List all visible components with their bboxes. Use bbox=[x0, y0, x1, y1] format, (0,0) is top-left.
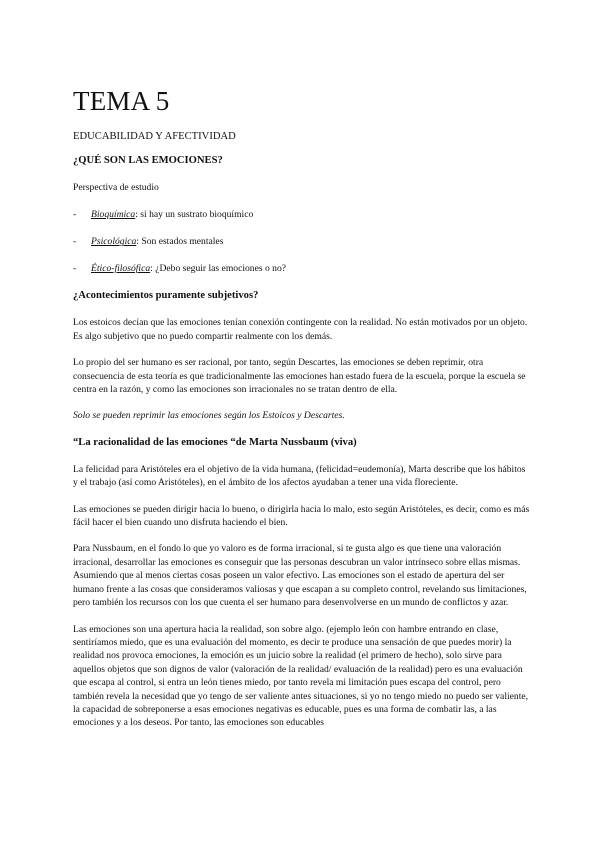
term-bioquimica: Bioquímica bbox=[91, 209, 136, 221]
term-etico-filosofica: Ético-filosófica bbox=[91, 263, 151, 275]
page-title: TEMA 5 bbox=[73, 86, 170, 116]
term-psicologica: Psicológica bbox=[91, 236, 137, 248]
perspective-intro: Perspectiva de estudio bbox=[73, 182, 159, 193]
document-page bbox=[73, 86, 530, 743]
list-item bbox=[73, 262, 530, 275]
list-item bbox=[73, 208, 530, 221]
paragraph-dirigir-emociones: Las emociones se pueden dirigir hacia lo bueno, o dirigirla hacia lo malo, esto según Aristóteles, es decir, como es más fácil hacer el bien cuando uno disfruta haciendo el bien. bbox=[73, 503, 530, 529]
heading-que-son-emociones: ¿QUÉ SON LAS EMOCIONES? bbox=[73, 155, 223, 166]
term-description: : Son estados mentales bbox=[136, 236, 224, 248]
heading-acontecimientos: ¿Acontecimientos puramente subjetivos? bbox=[73, 290, 259, 302]
perspective-list bbox=[73, 208, 530, 275]
heading-nussbaum: “La racionalidad de las emociones “de Marta Nussbaum (viva) bbox=[73, 436, 357, 448]
paragraph-descartes: Lo propio del ser humano es ser racional, por tanto, según Descartes, las emociones se deben reprimir, otra consecuencia de esta teoría es que tradicionalmente las emociones han estado fuera de la escuela, porque la escuela se centra en la razón, y como las emociones son irracionales no se tratan dentro de ella. bbox=[73, 357, 526, 396]
paragraph-nussbaum: Para Nussbaum, en el fondo lo que yo valoro es de forma irracional, si te gusta algo es que tiene una valoración irracional, desarrollar las emociones es conseguir que las personas descubran un valor intrínseco sobre ellas mismas. Asumiendo que al menos ciertas cosas poseen un valor efectivo. Las emociones son el estado de apertura del ser humano frente a las cosas que consideramos valiosas y que escapan a su completo control, revelando sus limitaciones, pero también los recursos con los que cuenta el ser humano para desenvolverse en un mundo de conflictos y azar. bbox=[73, 543, 527, 609]
dash-bullet: - bbox=[73, 209, 77, 221]
paragraph-aristoteles: La felicidad para Aristóteles era el objetivo de la vida humana, (felicidad=eudemonía), Marta describe que los hábitos y el trabajo (así como Aristóteles), en el ámbito de los afectos ayudaban a tener una vida floreciente. bbox=[73, 463, 526, 489]
term-description: : si hay un sustrato bioquímico bbox=[135, 209, 254, 221]
paragraph-apertura-realidad: Las emociones son una apertura hacia la realidad, son sobre algo. (ejemplo león con hambre entrando en clase, sentiríamos miedo, que es una evaluación del momento, es decir te produce una sensación de que puedes morir) la realidad nos provoca emociones, la emoción es un juicio sobre la realidad (el primero de hecho), solo sirve para aquellos objetos que son dignos de valor (valoración de la realidad/ evaluación de la realidad) pero es una evaluación que escapa al control, si entra un león tienes miedo, por tanto revela mi limitación pues escapa del control, pero también revela la necesidad que yo tengo de ser valiente antes situaciones, si yo no tengo miedo no puedo ser valiente, la capacidad de sobreponerse a esas emociones negativas es educable, pues es una forma de combatir las, a las emociones y a los deseos. Por tanto, las emociones son educables bbox=[73, 623, 529, 729]
italic-summary: Solo se pueden reprimir las emociones según los Estoicos y Descartes. bbox=[73, 410, 345, 422]
dash-bullet: - bbox=[73, 263, 77, 275]
paragraph-estoicos: Los estoicos decían que las emociones tenían conexión contingente con la realidad. No están motivados por un objeto. Es algo subjetivo que no puedo compartir realmente con los demás. bbox=[73, 317, 528, 342]
subtitle: EDUCABILIDAD Y AFECTIVIDAD bbox=[73, 131, 236, 142]
term-description: : ¿Debo seguir las emociones o no? bbox=[150, 263, 287, 275]
dash-bullet: - bbox=[73, 236, 77, 248]
list-item bbox=[73, 235, 530, 248]
